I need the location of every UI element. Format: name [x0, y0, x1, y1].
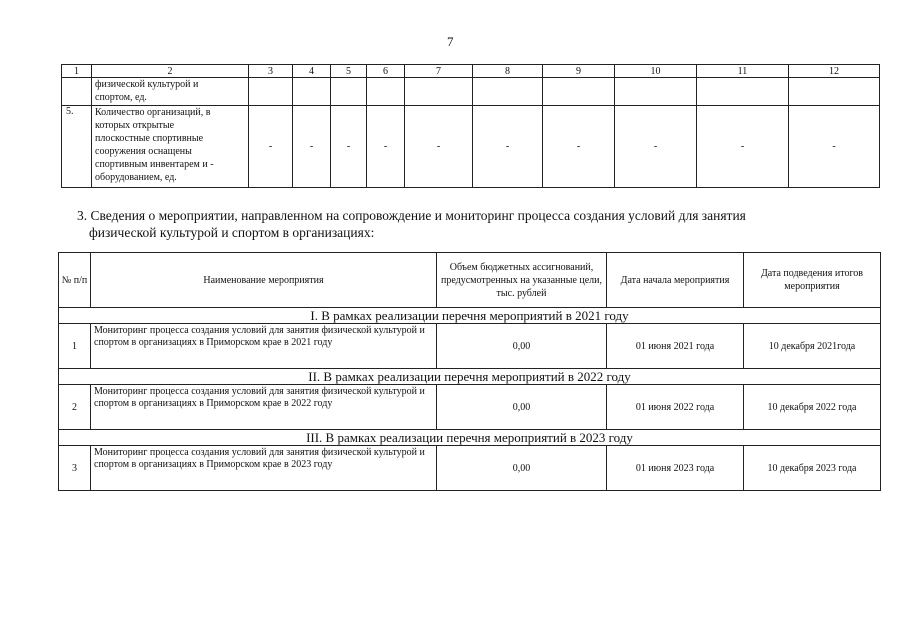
table-row [59, 385, 881, 430]
activity-name: Мониторинг процесса создания условий для занятия физической культурой и спортом в организациях в Приморском крае в 2023 году [91, 446, 437, 491]
col-number: 5 [331, 65, 367, 78]
col-number: 4 [293, 65, 331, 78]
text-line: Количество организаций, в [95, 107, 211, 118]
table-row [59, 446, 881, 491]
value-cell: - [473, 106, 543, 188]
row-number: 3 [59, 446, 91, 491]
value-cell [473, 78, 543, 106]
budget-value: 0,00 [437, 385, 607, 430]
group-title: II. В рамках реализации перечня мероприятий в 2022 году [59, 369, 881, 385]
value-cell [249, 78, 293, 106]
value-cell: - [697, 106, 789, 188]
page-number: 7 [447, 34, 454, 49]
group-row [59, 430, 881, 446]
text-line: физической культурой и [95, 79, 199, 90]
header-row [59, 253, 881, 308]
col-number: 10 [615, 65, 697, 78]
end-date: 10 декабря 2023 года [744, 446, 881, 491]
text-line: оборудованием, ед. [95, 172, 177, 183]
value-cell: - [543, 106, 615, 188]
budget-value: 0,00 [437, 446, 607, 491]
value-cell: - [405, 106, 473, 188]
col-number: 2 [92, 65, 249, 78]
activity-name: Мониторинг процесса создания условий для занятия физической культурой и спортом в организациях в Приморском крае в 2022 году [91, 385, 437, 430]
header-num: № п/п [59, 253, 91, 308]
header-budget: Объем бюджетных ассигнований, предусмотренных на указанные цели, тыс. рублей [437, 253, 607, 308]
value-cell: - [249, 106, 293, 188]
table-row [62, 78, 880, 106]
row-number [62, 78, 92, 106]
col-number: 1 [62, 65, 92, 78]
start-date: 01 июня 2021 года [607, 324, 744, 369]
end-date: 10 декабря 2022 года [744, 385, 881, 430]
value-cell [615, 78, 697, 106]
value-cell: - [367, 106, 405, 188]
col-number: 12 [789, 65, 880, 78]
header-start-date: Дата начала мероприятия [607, 253, 744, 308]
text-line: плоскостные спортивные [95, 133, 204, 144]
indicator-name [92, 78, 249, 106]
end-date: 10 декабря 2021года [744, 324, 881, 369]
value-cell [331, 78, 367, 106]
value-cell [697, 78, 789, 106]
activity-name: Мониторинг процесса создания условий для занятия физической культурой и спортом в организациях в Приморском крае в 2021 году [91, 324, 437, 369]
group-row [59, 369, 881, 385]
value-cell: - [331, 106, 367, 188]
row-number: 5. [62, 106, 92, 188]
table-row [62, 106, 880, 188]
value-cell [789, 78, 880, 106]
start-date: 01 июня 2023 года [607, 446, 744, 491]
col-number: 3 [249, 65, 293, 78]
heading-line: 3. Сведения о мероприятии, направленном на сопровождение и мониторинг процесса создания условий для занятия [77, 208, 746, 223]
budget-value: 0,00 [437, 324, 607, 369]
group-row [59, 308, 881, 324]
group-title: I. В рамках реализации перечня мероприятий в 2021 году [59, 308, 881, 324]
row-number: 1 [59, 324, 91, 369]
activities-table [58, 252, 881, 491]
col-number: 7 [405, 65, 473, 78]
text-line: которых открытые [95, 120, 175, 131]
start-date: 01 июня 2022 года [607, 385, 744, 430]
column-number-row [62, 65, 880, 78]
indicator-name [92, 106, 249, 188]
text-line: спортом, ед. [95, 92, 147, 103]
value-cell [293, 78, 331, 106]
group-title: III. В рамках реализации перечня мероприятий в 2023 году [59, 430, 881, 446]
value-cell [367, 78, 405, 106]
indicators-table-continuation [61, 64, 880, 188]
text-line: сооружения оснащены [95, 146, 192, 157]
header-end-date: Дата подведения итогов мероприятия [744, 253, 881, 308]
table-row [59, 324, 881, 369]
col-number: 8 [473, 65, 543, 78]
value-cell: - [615, 106, 697, 188]
col-number: 9 [543, 65, 615, 78]
row-number: 2 [59, 385, 91, 430]
heading-line: физической культурой и спортом в организациях: [89, 225, 375, 240]
col-number: 11 [697, 65, 789, 78]
text-line: спортивным инвентарем и - [95, 159, 214, 170]
header-name: Наименование мероприятия [91, 253, 437, 308]
section-3-heading [77, 207, 877, 241]
value-cell [543, 78, 615, 106]
col-number: 6 [367, 65, 405, 78]
value-cell: - [293, 106, 331, 188]
value-cell [405, 78, 473, 106]
value-cell: - [789, 106, 880, 188]
